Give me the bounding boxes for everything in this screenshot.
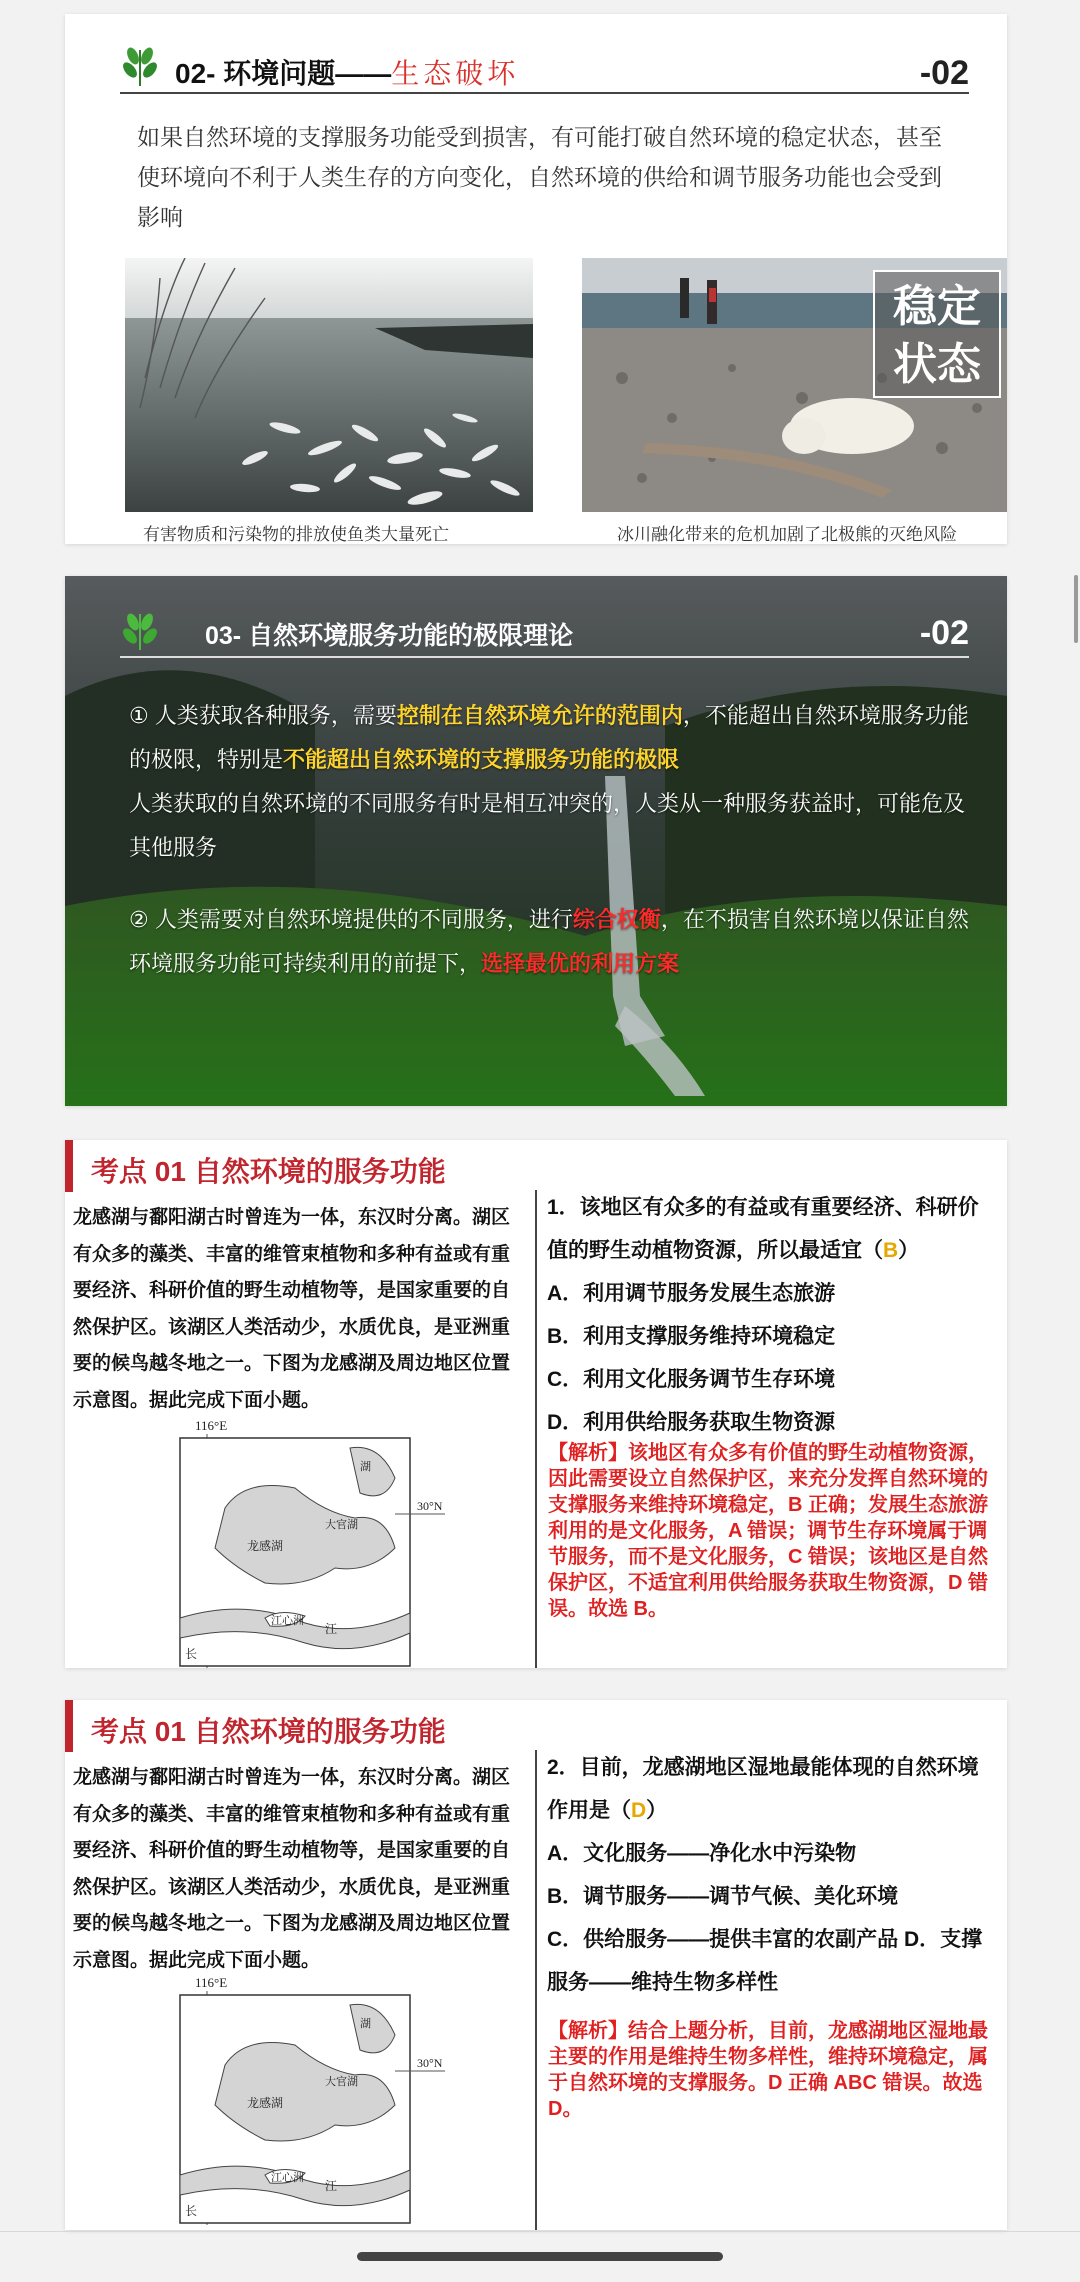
question-text: 1．该地区有众多的有益或有重要经济、科研价值的野生动植物资源，所以最适宜（: [547, 1196, 979, 1262]
question-end: ）: [898, 1239, 920, 1262]
map-latitude: 30°N: [417, 2056, 443, 2070]
leaf-icon: [121, 44, 159, 88]
slide-question-2: [65, 1700, 1007, 2230]
map-label-chang: 长: [185, 2204, 198, 2218]
location-map: [155, 1418, 445, 1668]
p1-highlight-1: 控制在自然环境允许的范围内: [396, 703, 683, 728]
map-label-jiang: 江: [325, 1622, 338, 1636]
question-text: 2．目前，龙感湖地区湿地最能体现的自然环境作用是（: [547, 1756, 979, 1822]
p3-highlight-1: 综合权衡: [572, 907, 661, 932]
p1-text-b: ，不能超出自然环境服务功能的极限，特别是: [129, 703, 969, 772]
p1-highlight-2: 不能超出自然环境的支撑服务功能的极限: [283, 747, 680, 772]
map-label-chang: 长: [185, 1647, 198, 1661]
caption-polar-bear: 冰川融化带来的危机加剧了北极熊的灭绝风险: [617, 525, 957, 544]
slide-paragraph: 如果自然环境的支撑服务功能受到损害，有可能打破自然环境的稳定状态，甚至使环境向不利于人类生存的方向变化，自然环境的供给和调节服务功能也会受到影响: [137, 124, 942, 230]
system-nav-area: [0, 2244, 1080, 2282]
slide-title: 03- 自然环境服务功能的极限理论: [205, 622, 574, 650]
title-accent-bar: [65, 1140, 73, 1192]
question-stem: [547, 1746, 995, 1832]
option-b[interactable]: B．利用支撑服务维持环境稳定: [547, 1325, 836, 1348]
scrollbar-thumb[interactable]: [1074, 575, 1078, 643]
title-prefix: 02- 环境问题——: [175, 58, 392, 89]
map-longitude: 116°E: [195, 1975, 228, 1990]
question-stem: [547, 1186, 995, 1272]
reading-passage: 龙感湖与鄱阳湖古时曾连为一体，东汉时分离。湖区有众多的藻类、丰富的维管束植物和多种有益或有重要经济、科研价值的野生动植物等，是国家重要的自然保护区。该湖区人类活动少，水质优良，是亚洲重要的候鸟越冬地之一。下图为龙感湖及周边地区位置示意图。据此完成下面小题。: [73, 1207, 511, 1411]
paragraph-2: 人类获取的自然环境的不同服务有时是相互冲突的，人类从一种服务获益时，可能危及其他服务: [129, 791, 966, 860]
option-c-d[interactable]: C．供给服务——提供丰富的农副产品 D．支撑服务——维持生物多样性: [547, 1928, 983, 1994]
option-a[interactable]: A．文化服务——净化水中污染物: [547, 1842, 857, 1865]
page-number: -02: [919, 54, 969, 92]
reading-passage: 龙感湖与鄱阳湖古时曾连为一体，东汉时分离。湖区有众多的藻类、丰富的维管束植物和多种有益或有重要经济、科研价值的野生动植物等，是国家重要的自然保护区。该湖区人类活动少，水质优良，是亚洲重要的候鸟越冬地之一。下图为龙感湖及周边地区位置示意图。据此完成下面小题。: [73, 1767, 511, 1971]
paragraph-1: [129, 694, 981, 782]
option-b[interactable]: B．调节服务——调节气候、美化环境: [547, 1885, 899, 1908]
map-longitude: 116°E: [195, 1418, 228, 1433]
title-accent-bar: [65, 1700, 73, 1752]
leaf-icon: [121, 608, 159, 652]
map-label-longganhu: 龙感湖: [247, 2096, 284, 2110]
map-label-jiangxinzhou: 江心洲: [271, 2172, 304, 2184]
caption-dead-fish: 有害物质和污染物的排放使鱼类大量死亡: [143, 525, 449, 544]
slide-question-1: [65, 1140, 1007, 1668]
question-end: ）: [646, 1799, 668, 1822]
bottom-divider: [0, 2231, 1080, 2232]
p3-text-b: ，在不损害自然环境以保证自然环境服务功能可持续利用的前提下，: [129, 907, 969, 976]
map-label-hu: 湖: [360, 2018, 371, 2030]
title-rule: [120, 92, 969, 94]
answer-mark: B: [883, 1239, 899, 1262]
location-map: [155, 1975, 445, 2230]
slide-body: [129, 694, 981, 986]
title-red: 生态破坏: [391, 58, 520, 89]
p3-text-a: ② 人类需要对自然环境提供的不同服务，进行: [129, 907, 573, 932]
map-label-longganhu: 龙感湖: [247, 1539, 284, 1553]
slide-title: 考点 01 自然环境的服务功能: [91, 1716, 446, 1747]
badge-line-2: 状态: [893, 340, 981, 389]
title-rule: [120, 656, 969, 658]
slide-limit-theory: [65, 576, 1007, 1106]
dead-fish-photo: [125, 258, 533, 512]
map-latitude: 30°N: [417, 1499, 443, 1513]
map-label-jiang: 江: [325, 2179, 338, 2193]
badge-line-1: 稳定: [893, 282, 981, 331]
map-label-daguanhu: 大官湖: [325, 1519, 358, 1531]
question-block: [547, 1746, 995, 2004]
map-label-daguanhu: 大官湖: [325, 2076, 358, 2088]
option-a[interactable]: A．利用调节服务发展生态旅游: [547, 1282, 836, 1305]
slide-title: 考点 01 自然环境的服务功能: [91, 1156, 446, 1187]
map-label-hu: 湖: [360, 1461, 371, 1473]
polar-bear-photo: [582, 258, 1007, 512]
map-label-jiangxinzhou: 江心洲: [271, 1615, 304, 1627]
paragraph-3: [129, 898, 981, 986]
stable-state-badge: [873, 270, 1001, 398]
column-divider: [535, 1750, 537, 2230]
analysis-text: 【解析】该地区有众多有价值的野生动植物资源，因此需要设立自然保护区，来充分发挥自然环境的支撑服务来维持环境稳定，B 正确；发展生态旅游利用的是文化服务，A 错误；调节生存环境属于调节服务，而不是文化服务，C 错误；该地区是自然保护区，不适宜利用供给服务获取生物资源，D 错误。故选 B。: [548, 1442, 988, 1620]
analysis-text: 【解析】结合上题分析，目前，龙感湖地区湿地最主要的作用是维持生物多样性，维持环境稳定，属于自然环境的支撑服务。D 正确 ABC 错误。故选 D。: [548, 2020, 988, 2120]
column-divider: [535, 1190, 537, 1668]
home-indicator[interactable]: [357, 2252, 723, 2261]
answer-mark: D: [631, 1799, 647, 1822]
p1-text-a: ① 人类获取各种服务，需要: [129, 703, 397, 728]
question-block: [547, 1186, 995, 1444]
option-d[interactable]: D．利用供给服务获取生物资源: [547, 1411, 836, 1434]
slide-environment-problems: [65, 14, 1007, 544]
p3-highlight-2: 选择最优的利用方案: [481, 951, 680, 976]
page-number: -02: [919, 614, 969, 652]
slide-title: [175, 52, 519, 92]
option-c[interactable]: C．利用文化服务调节生存环境: [547, 1368, 836, 1391]
